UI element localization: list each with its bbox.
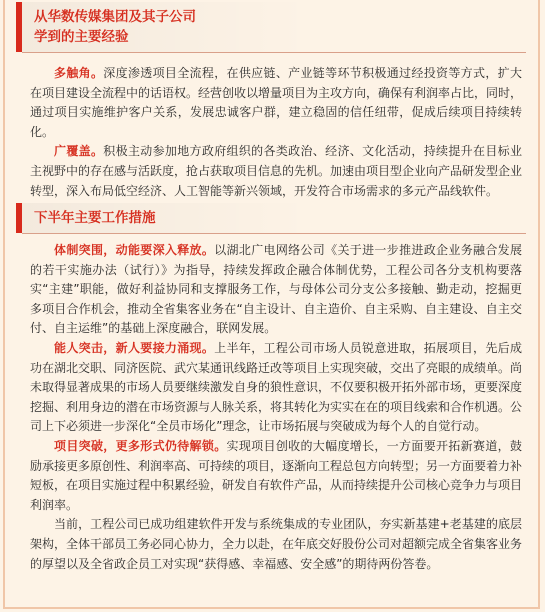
experience-section bbox=[30, 64, 522, 201]
body-text: 当前，工程公司已成功组建软件开发与系统集成的专业团队，夯实新基建+老基建的底层架构，全体干部员工务必同心协力，全力以赴，在年底交好股份公司对超额完成全省集客业务的厚望以及全省政企员工对实现“获得感、幸福感、安全感”的期待两份答卷。 bbox=[30, 517, 523, 571]
heading-title: 下半年主要工作措施 bbox=[34, 210, 156, 226]
body-text: 以湖北广电网络公司《关于进一步推进政企业务融合发展的若干实施办法（试行）》为指导，持续发挥政企融合体制优势，工程公司各分支机构要落实“主建”职能，做好利益协同和支撑服务工作，与母体公司分支公多接触、勤走动，挖掘更多项目合作机会，推动全省集客业务在“自主设计、自主造价、自主采购、自主建设、自主交付、自主运维”的基础上深度融合，联网发展。 bbox=[30, 243, 522, 336]
body-text: 深度渗透项目全流程，在供应链、产业链等环节积极通过经投资等方式，扩大在项目建设全流程中的话语权。经营创收以增量项目为主攻方向，确保有利润率占比，同时，通过项目实施维护客户关系，发展忠诚客户群，建立稳固的信任纽带，促成后续项目持续转化。 bbox=[30, 66, 523, 139]
lead-text: 能人突击，新人要接力涌现。 bbox=[54, 340, 215, 355]
paragraph-system-breakthrough bbox=[30, 241, 522, 339]
body-text: 实现项目创收的大幅度增长，一方面要开拓新赛道，鼓励承接更多原创性、利润率高、可持续的项目，逐渐向工程总包方向转型；另一方面要着力补短板，在项目实施过程中积累经验，研发自有软件产品，从而持续提升公司核心竞争力与项目利润率。 bbox=[30, 438, 523, 512]
body-text: 积极主动参加地方政府组织的各类政治、经济、文化活动，持续提升在目标业主视野中的存在感与活跃度，抢占获取项目信息的先机。加速由项目型企业向产品研发型企业转型，深入布局低空经济、人工智能等新兴领域，开发符合市场需求的多元产品线软件。 bbox=[30, 144, 523, 198]
heading-divider bbox=[22, 233, 526, 234]
paragraph-current-status bbox=[30, 515, 522, 574]
measures-section bbox=[30, 241, 522, 574]
lead-text: 多触角。 bbox=[54, 66, 104, 80]
lead-text: 体制突围，动能要深入释放。 bbox=[54, 243, 215, 257]
section-heading-experience bbox=[16, 2, 505, 52]
heading-line-1: 从华数传媒集团及其子公司 bbox=[34, 9, 196, 25]
heading-line-2: 学到的主要经验 bbox=[34, 29, 129, 45]
paragraph-wide-coverage bbox=[30, 142, 522, 201]
paragraph-project-breakthrough bbox=[30, 437, 522, 515]
section-heading-measures bbox=[16, 203, 505, 233]
paragraph-multi-tentacle bbox=[30, 64, 522, 142]
lead-text: 广覆盖。 bbox=[54, 144, 104, 159]
body-text: 上半年，工程公司市场人员锐意进取，拓展项目，先后成功在湖北交职、同济医院、武穴某通讯线路迁改等项目上实现突破，交出了亮眼的成绩单。尚未取得显著成果的市场人员要继续激发自身的狼性意识，不仅要积极开拓外部市场，更要深度挖掘、利用身边的潜在市场资源与人脉关系，将其转化为实实在在的项目线索和合作机遇。公司上下必须进一步深化“全员市场化”理念，让市场拓展与突破成为每个人的自觉行动。 bbox=[30, 340, 523, 434]
lead-text: 项目突破，更多形式仍待解锁。 bbox=[54, 438, 227, 453]
heading-divider bbox=[22, 52, 526, 53]
paragraph-talent-push bbox=[30, 339, 522, 437]
